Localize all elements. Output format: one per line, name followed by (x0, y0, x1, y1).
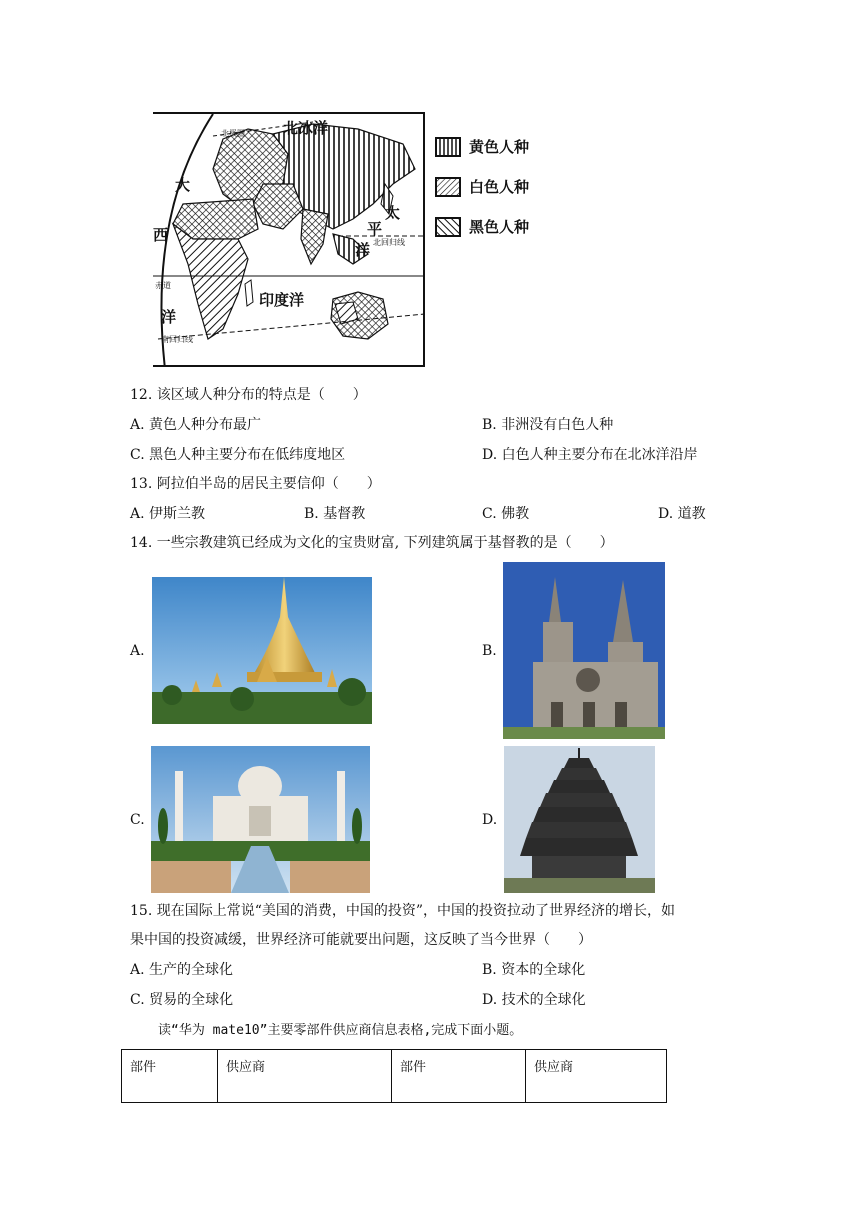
table-intro-text: 读“华为 mate10”主要零部件供应商信息表格,完成下面小题。 (158, 1023, 523, 1038)
world-race-map (153, 112, 425, 367)
header-part-1: 部件 (122, 1050, 218, 1103)
q15-option-c[interactable]: C. 贸易的全球化 (130, 992, 234, 1008)
diagonal-hatch-swatch (435, 217, 461, 237)
map-legend (435, 137, 529, 237)
africa-region (173, 224, 248, 339)
question-13-stem: 13. 阿拉伯半岛的居民主要信仰（ ） (130, 476, 381, 492)
q14-option-b[interactable]: B. (482, 643, 497, 659)
q14-option-a[interactable]: A. (130, 643, 145, 659)
question-15-stem-line2: 果中国的投资减缓，世界经济可能就要出问题，这反映了当今世界（ ） (130, 932, 592, 948)
q15-option-a[interactable]: A. 生产的全球化 (130, 962, 234, 978)
q14-option-d[interactable]: D. (482, 812, 498, 828)
legend-item-yellow (435, 137, 529, 157)
table-header-row (122, 1050, 667, 1103)
atlantic-label-2: 西 (153, 226, 169, 244)
pacific-label-3: 洋 (355, 241, 371, 259)
question-15-stem-line1: 15. 现在国际上常说“美国的消费，中国的投资”，中国的投资拉动了世界经济的增长，如 (130, 903, 676, 919)
legend-label: 黑色人种 (469, 218, 530, 236)
mosque-image (151, 746, 370, 893)
tower-image (504, 746, 655, 893)
vertical-hatch-swatch (435, 137, 461, 157)
equator-label: 赤道 (155, 281, 171, 290)
indian-ocean-label: 印度洋 (259, 291, 305, 309)
tropic-cancer-label: 北回归线 (373, 238, 405, 247)
arctic-ocean-label: 北冰洋 (283, 119, 329, 137)
pacific-label-1: 太 (385, 204, 401, 222)
q13-option-c[interactable]: C. 佛教 (482, 506, 530, 522)
stupa-image (152, 577, 372, 724)
legend-label: 黄色人种 (469, 138, 530, 156)
header-supplier-2: 供应商 (526, 1050, 667, 1103)
q15-option-b[interactable]: B. 资本的全球化 (482, 962, 586, 978)
pagoda-photo[interactable] (152, 577, 372, 724)
q13-option-a[interactable]: A. 伊斯兰教 (130, 506, 206, 522)
cathedral-photo[interactable] (503, 562, 665, 739)
taj-mahal-photo[interactable] (151, 746, 370, 893)
question-12-stem: 12. 该区域人种分布的特点是（ ） (130, 387, 367, 403)
arctic-circle-label: 北极圈 (221, 129, 245, 138)
legend-label: 白色人种 (469, 178, 530, 196)
q12-option-c[interactable]: C. 黑色人种主要分布在低纬度地区 (130, 447, 346, 463)
tropic-capricorn-label: 南回归线 (161, 335, 193, 344)
q13-option-d[interactable]: D. 道教 (658, 506, 706, 522)
header-supplier-1: 供应商 (218, 1050, 392, 1103)
q13-option-b[interactable]: B. 基督教 (304, 506, 366, 522)
legend-item-black (435, 217, 529, 237)
header-part-2: 部件 (392, 1050, 526, 1103)
cross-hatch-swatch (435, 177, 461, 197)
supplier-table (121, 1049, 667, 1103)
question-14-stem: 14. 一些宗教建筑已经成为文化的宝贵财富, 下列建筑属于基督教的是（ ） (130, 535, 614, 551)
atlantic-label-3: 洋 (161, 308, 177, 326)
q14-option-c[interactable]: C. (130, 812, 145, 828)
legend-item-white (435, 177, 529, 197)
atlantic-label-1: 大 (175, 176, 191, 194)
cathedral-image (503, 562, 665, 739)
q12-option-a[interactable]: A. 黄色人种分布最广 (130, 417, 262, 433)
pagoda-tower-photo[interactable] (504, 746, 655, 893)
q12-option-d[interactable]: D. 白色人种主要分布在北冰洋沿岸 (482, 447, 698, 463)
pacific-label-2: 平 (367, 220, 383, 238)
q15-option-d[interactable]: D. 技术的全球化 (482, 992, 586, 1008)
q12-option-b[interactable]: B. 非洲没有白色人种 (482, 417, 614, 433)
